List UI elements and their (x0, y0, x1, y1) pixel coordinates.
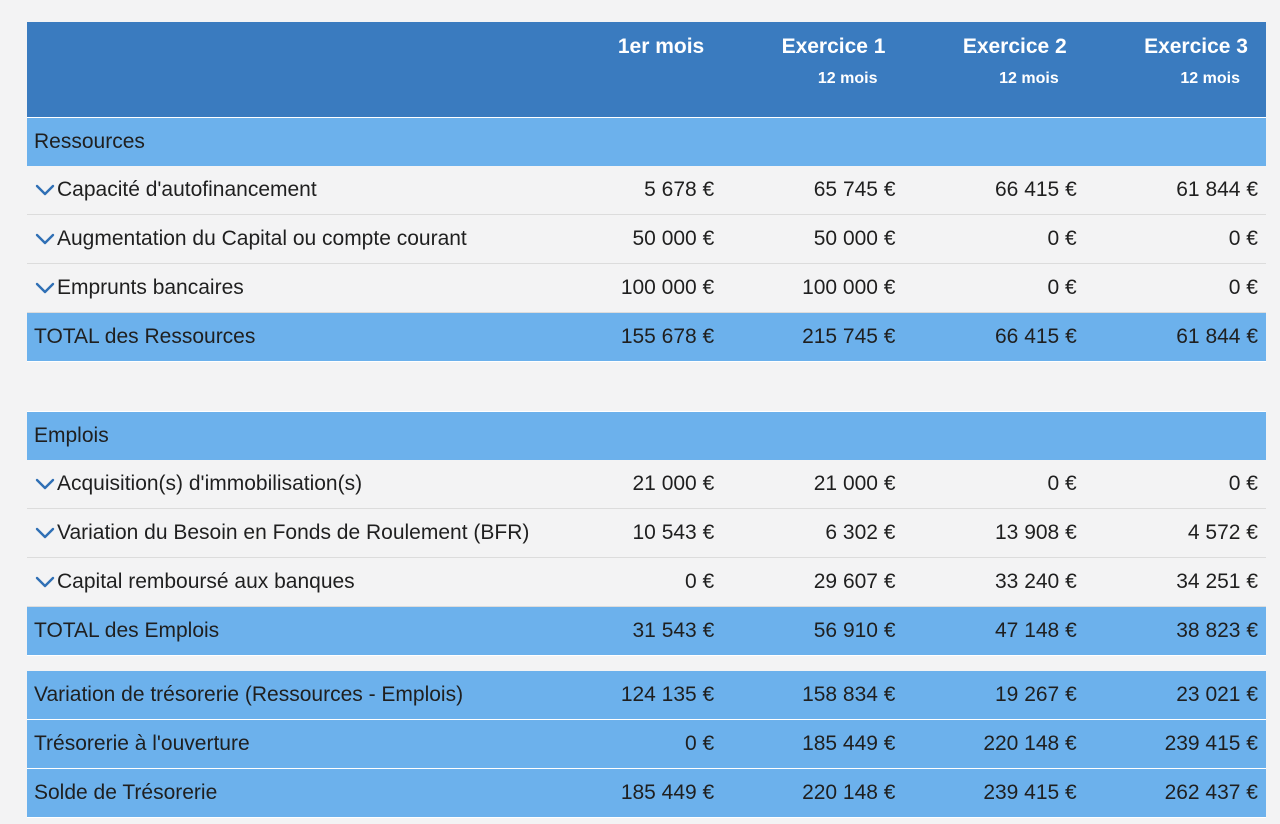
cell-value: 19 267 € (995, 683, 1077, 706)
section-header-emplois (27, 411, 1266, 460)
column-header-year-1 (722, 22, 903, 88)
row-label-text: Capital remboursé aux banques (57, 570, 355, 593)
cell-value: 50 000 € (632, 227, 715, 250)
cell-value: 0 € (1228, 227, 1258, 250)
cell-value: 220 148 € (983, 732, 1077, 755)
column-header-year-3 (1085, 22, 1266, 88)
row-label[interactable] (27, 472, 541, 496)
table-row[interactable] (27, 509, 1266, 558)
row-label[interactable] (27, 570, 541, 594)
row-label-text: Augmentation du Capital ou compte courant (57, 227, 467, 250)
total-value: 66 415 € (995, 325, 1077, 348)
total-value: 56 910 € (813, 619, 896, 642)
cell-value: 100 000 € (802, 276, 896, 299)
row-label-text: Emprunts bancaires (57, 276, 244, 299)
cell-value: 65 745 € (813, 178, 896, 201)
row-label: Trésorerie à l'ouverture (34, 732, 250, 755)
column-title: 1er mois (617, 35, 705, 58)
total-row-ressources (27, 313, 1266, 362)
section-header-ressources (27, 117, 1266, 166)
cell-value: 239 415 € (983, 781, 1077, 804)
table-row[interactable] (27, 166, 1266, 215)
row-label[interactable] (27, 276, 541, 300)
cell-value: 10 543 € (632, 521, 715, 544)
column-title: Exercice 1 (781, 35, 886, 58)
table-row[interactable] (27, 215, 1266, 264)
cell-value: 21 000 € (632, 472, 715, 495)
column-title: Exercice 3 (1144, 35, 1248, 58)
total-value: 47 148 € (995, 619, 1077, 642)
cell-value: 23 021 € (1176, 683, 1258, 706)
cell-value: 33 240 € (995, 570, 1077, 593)
section-title: Emplois (34, 424, 109, 447)
chevron-down-icon[interactable] (34, 575, 56, 589)
cell-value: 5 678 € (644, 178, 715, 201)
cell-value: 6 302 € (825, 521, 896, 544)
cell-value: 185 449 € (802, 732, 896, 755)
cell-value: 220 148 € (802, 781, 896, 804)
cell-value: 0 € (1047, 227, 1077, 250)
cell-value: 185 449 € (620, 781, 715, 804)
total-value: 61 844 € (1176, 325, 1258, 348)
chevron-down-icon[interactable] (34, 281, 56, 295)
row-label: Variation de trésorerie (Ressources - Emplois) (34, 683, 464, 706)
cell-value: 124 135 € (620, 683, 715, 706)
cell-value: 0 € (1228, 276, 1258, 299)
cell-value: 50 000 € (813, 227, 896, 250)
chevron-down-icon[interactable] (34, 526, 56, 540)
section-title: Ressources (34, 130, 145, 153)
total-row-emplois (27, 607, 1266, 656)
column-subtitle: 12 mois (817, 70, 878, 87)
cell-value: 0 € (1047, 472, 1077, 495)
total-value: 155 678 € (620, 325, 715, 348)
chevron-down-icon[interactable] (34, 183, 56, 197)
column-header-month-1 (541, 22, 722, 59)
cell-value: 0 € (685, 570, 715, 593)
cell-value: 262 437 € (1164, 781, 1258, 804)
tresorerie-row-ouverture (27, 720, 1266, 769)
section-spacer (27, 362, 1266, 411)
table-row[interactable] (27, 460, 1266, 509)
total-value: 38 823 € (1176, 619, 1258, 642)
table-row[interactable] (27, 264, 1266, 313)
column-title: Exercice 2 (962, 35, 1067, 58)
column-header-year-2 (904, 22, 1085, 88)
table-header (27, 22, 1266, 117)
chevron-down-icon[interactable] (34, 232, 56, 246)
total-label: TOTAL des Emplois (34, 619, 220, 642)
total-value: 31 543 € (632, 619, 715, 642)
row-label[interactable] (27, 178, 541, 202)
chevron-down-icon[interactable] (34, 477, 56, 491)
section-spacer (27, 656, 1266, 671)
row-label[interactable] (27, 521, 541, 545)
cell-value: 158 834 € (802, 683, 896, 706)
column-subtitle: 12 mois (999, 70, 1059, 87)
tresorerie-row-variation (27, 671, 1266, 720)
cell-value: 61 844 € (1176, 178, 1258, 201)
total-value: 215 745 € (802, 325, 896, 348)
row-label[interactable] (27, 227, 541, 251)
cell-value: 66 415 € (995, 178, 1077, 201)
cell-value: 239 415 € (1164, 732, 1258, 755)
row-label: Solde de Trésorerie (34, 781, 218, 804)
cell-value: 0 € (1047, 276, 1077, 299)
tresorerie-row-solde (27, 769, 1266, 818)
financing-plan-table (27, 22, 1266, 818)
cell-value: 0 € (685, 732, 715, 755)
row-label-text: Variation du Besoin en Fonds de Roulement (BFR) (57, 521, 530, 544)
cell-value: 34 251 € (1176, 570, 1258, 593)
table-row[interactable] (27, 558, 1266, 607)
cell-value: 29 607 € (813, 570, 896, 593)
total-label: TOTAL des Ressources (34, 325, 256, 348)
row-label-text: Acquisition(s) d'immobilisation(s) (57, 472, 363, 495)
cell-value: 4 572 € (1187, 521, 1258, 544)
cell-value: 13 908 € (995, 521, 1077, 544)
cell-value: 100 000 € (620, 276, 715, 299)
column-subtitle: 12 mois (1180, 70, 1240, 87)
cell-value: 0 € (1228, 472, 1258, 495)
cell-value: 21 000 € (813, 472, 896, 495)
row-label-text: Capacité d'autofinancement (57, 178, 317, 201)
